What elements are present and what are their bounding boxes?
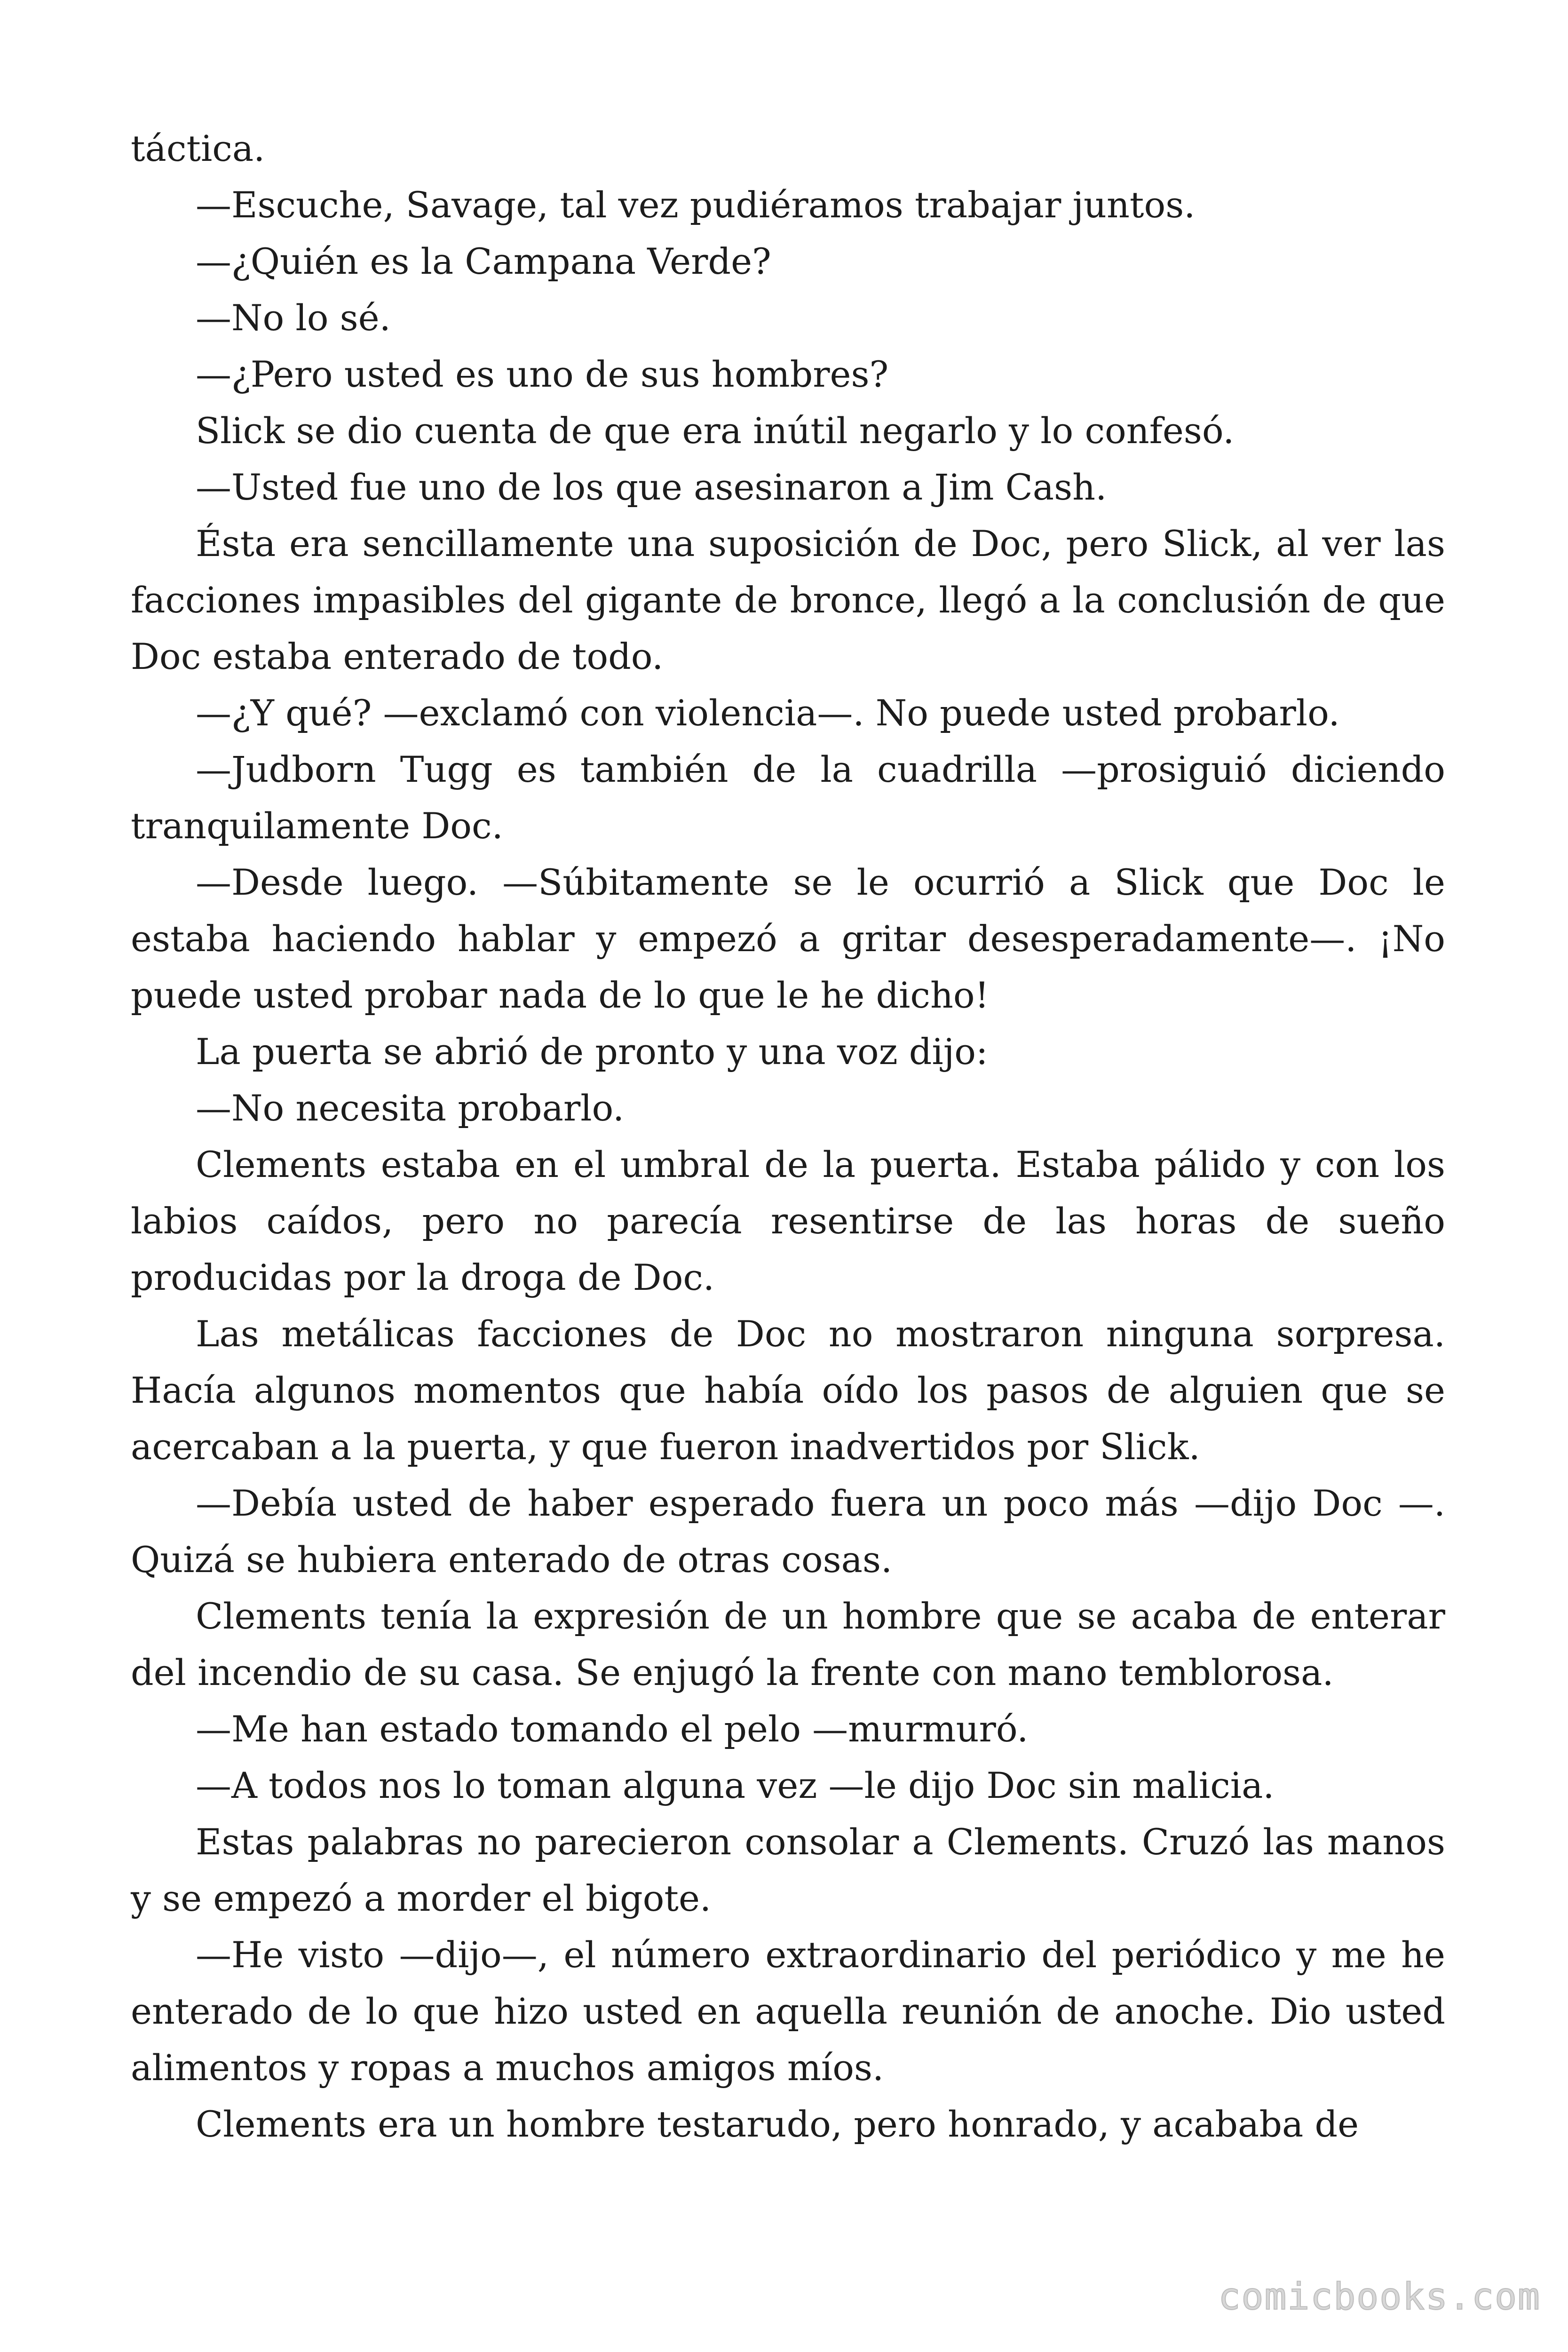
paragraph: Ésta era sencillamente una suposición de Doc, pero Slick, al ver las facciones impasibles del gigante de bronce, llegó a la conclusión de que Doc estaba enterado de todo.: [131, 523, 1445, 677]
paragraph: —Debía usted de haber esperado fuera un poco más —dijo Doc —. Quizá se hubiera enterado de otras cosas.: [131, 1482, 1445, 1581]
paragraph: —Desde luego. —Súbitamente se le ocurrió a Slick que Doc le estaba haciendo hablar y empezó a gritar desesperadamente—. ¡No puede usted probar nada de lo que le he dicho!: [131, 861, 1445, 1016]
paragraph: La puerta se abrió de pronto y una voz dijo:: [196, 1031, 988, 1073]
paragraph: —¿Y qué? —exclamó con violencia—. No puede usted probarlo.: [196, 692, 1340, 734]
paragraph: —He visto —dijo—, el número extraordinario del periódico y me he enterado de lo que hizo usted en aquella reunión de anoche. Dio usted alimentos y ropas a muchos amigos míos.: [131, 1934, 1445, 2089]
paragraph: —Usted fue uno de los que asesinaron a Jim Cash.: [196, 466, 1107, 508]
paragraph: —¿Quién es la Campana Verde?: [196, 240, 771, 282]
paragraph: Slick se dio cuenta de que era inútil negarlo y lo confesó.: [196, 410, 1235, 452]
paragraph: —Me han estado tomando el pelo —murmuró.: [196, 1708, 1029, 1750]
paragraph: —A todos nos lo toman alguna vez —le dijo Doc sin malicia.: [196, 1764, 1275, 1806]
paragraph: Estas palabras no parecieron consolar a Clements. Cruzó las manos y se empezó a morder el bigote.: [131, 1821, 1445, 1919]
paragraph: Las metálicas facciones de Doc no mostraron ninguna sorpresa. Hacía algunos momentos que había oído los pasos de alguien que se acercaban a la puerta, y que fueron inadvertidos por Slick.: [131, 1313, 1445, 1468]
paragraph: Clements estaba en el umbral de la puerta. Estaba pálido y con los labios caídos, pero no parecía resentirse de las horas de sueño producidas por la droga de Doc.: [131, 1144, 1445, 1298]
watermark: comicbooks.com: [1218, 2276, 1541, 2318]
paragraph: —Escuche, Savage, tal vez pudiéramos trabajar juntos.: [196, 184, 1196, 226]
paragraph: Clements tenía la expresión de un hombre que se acaba de enterar del incendio de su casa. Se enjugó la frente con mano temblorosa.: [131, 1595, 1445, 1693]
paragraph: —Judborn Tugg es también de la cuadrilla —prosiguió diciendo tranquilamente Doc.: [131, 748, 1445, 847]
paragraph: —¿Pero usted es uno de sus hombres?: [196, 353, 889, 395]
page-text: [131, 120, 1445, 2153]
paragraph: Clements era un hombre testarudo, pero honrado, y acababa de: [196, 2103, 1359, 2145]
paragraph: táctica.: [131, 127, 265, 169]
paragraph: —No lo sé.: [196, 297, 391, 339]
paragraph: —No necesita probarlo.: [196, 1087, 625, 1129]
